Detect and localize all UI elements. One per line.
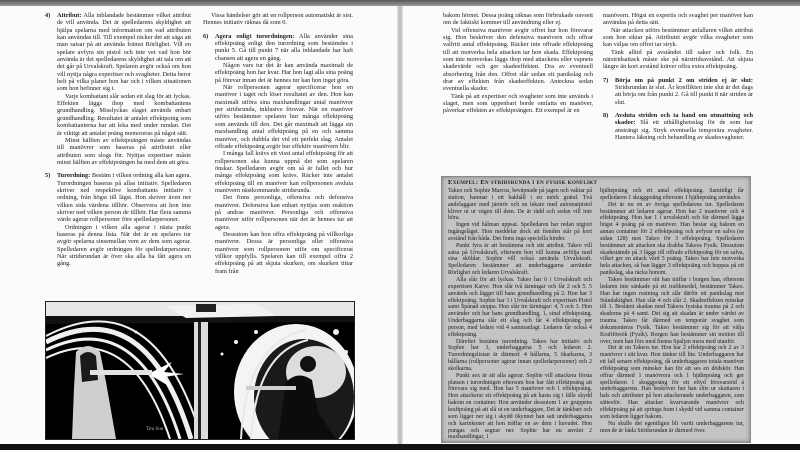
rule-step-7 — [603, 77, 753, 106]
example-box-title: Exempel: En stridsrunda i en fysisk konflikt — [448, 179, 598, 186]
example-box-column-2 — [600, 188, 744, 434]
paragraph: Takeo och Sophie Marcus, beväpnade på jagen och vaktar på station, hamnar i ett bakhåll i en mörk gränd. Två andelaggare med järnrör och en lekare med automatpistol kliver ut ur vägen till dem. De är rädd och sedan vill inte höra. — [448, 188, 592, 222]
paragraph: Någon vars tur det är kan använda maximalt de effektpoäng hon har kvar. Har hon lagt alla sina poäng på förevar innan det är hennes tur kan hon inget göra. — [215, 62, 353, 84]
step-text: Alla inblandade bestämmer vilket attribut de vill använda. Det är spelledarens skyldighet att hjälpa spelarna med information om vad attributen kan användas till. Till exempel räcker det att säga att man satsar på att använda främst Rörlighet. Vill en spelare avfyra sin pistol och inte vet vad hon bör använda är det spelledarens skyldighet att tala om att det går på Urvalskraft. Spelaren avgör också om hon vill nyttja några expertiser och svagheter. Detta beror helt på vilka planer hon har och i vilken situationen som hon befinner sig i. — [57, 12, 191, 93]
step-text: Alla använder sina effektpoäng enligt den turordning som bestämdes i punkt 5. Gå till punkt 7 när alla inblandade har haft chansen att agera en gång. — [215, 32, 353, 62]
right-page — [403, 6, 800, 444]
paragraph: Det är nu Takeos tur. Hon har 2 effektpoäng och 2 av 3 manövrer i sitt kvar. Hon tänker till lite. Underbaggaren har ett fall senare effektpoäng, då underbaggaren totala manöver effektpoäng som minsker han för att ses en dödskör. Han offrar därmed 1 manövrera och 1 hjältepoäng och ger spelledaren 1 skuggpoäng för ett eftyd försvarstöd å underbaggarens. Han beskriver hur han slits ur skuttaren i hals och attributer på hon attackerande underbaggaren, som sättesför. Han attacker kvarvarande manövrer och effektpoäng på att springa fram i skydd vid samma container som ledaren ligger bakom. — [600, 345, 744, 420]
rule-step-6 — [203, 33, 353, 275]
right-page-column-1 — [443, 12, 593, 115]
example-sidebar-box — [441, 176, 751, 443]
step-number: 6) — [203, 32, 209, 40]
paragraph: Alla slår för att lyckas. Takeo har 6 i Urvalskraft och expertisen Karve. Hon slår två tärningar och får 2 och 5. 5 används och lägger till hans grundhandling på 2. Hon har 3 effektpoäng. Sophie har 3 i Urvalskraft och expertisen Pistol samt Spånad stoppa. Hon slår tre tärningar: 4, 5 och 3. Hon använder och har hans grundhandling, 1, sinal effektpoäng. Underbaggarna slår ett slag och får 4 effektpoäng per person, med ledare vid 4 sammanlagt. Ledaren får också 4 effektpoäng. — [448, 276, 592, 338]
step-title: Avsluta striden och ta hand om utmattning och skador: — [615, 112, 753, 127]
step-title: Attribut: — [57, 12, 82, 19]
paragraph: manövern. Högst en expertis och svaghet per manöver kan användas på detta sätt. — [603, 12, 753, 27]
artist-signature: Tim Sun — [146, 427, 164, 432]
rule-step-8 — [603, 112, 753, 141]
paragraph: hjältepoäng och ett antal effektpoäng. Samtidigt får spelledaren 1 skuggpoäng eftersom 1 hjältepoäng användes. — [600, 188, 744, 201]
paragraph: Vissa händelser gör att en rollperson automatiskt är sist. Hennes initiativ räknas då som 0. — [203, 12, 353, 27]
step-number: 7) — [603, 76, 609, 84]
step-title: Börja om på punkt 2 om striden ej är slut: — [615, 76, 753, 84]
left-page — [0, 6, 397, 444]
viewer-bottom-bar — [0, 444, 800, 450]
step-number: 4) — [45, 12, 51, 19]
paragraph: Vid offensiva manövrer avgör offret hur hon försvarar sig. Hon beskriver den defensiva manövern och offrar valfritt antal effektpoäng. Räcker inte offrade effektpoäng till att motverka hela attacken tar hon skada. Effektpoäng som inte motverkas läggs ihop med attackens eller vapnets skadevärde och ger skadeeffekten. Dra av eventuell absorbering från den. Offret slår sedan ett panikslag och drar av effekten från skadeeffekten. Anteckna sedan eventuella skador. — [443, 26, 593, 93]
paragraph: Ingen vid hålman uppsat. Spelledaren har redan utgjort ingångsläget. Hon meddelar dock att fienden står på kort avstånd från båda. Det finns inga speciella hinder. — [448, 222, 592, 242]
paragraph: Ordningen i vilken alla agerar i nästa punkt baseras på denna lista. När det är en spelares tur avgör spelarna sinsemellan vem av dem som agerar. Spelledaren avgör ordningen för spelledarpersoner. När stridsrundan är över ska alla ha fått agera en gång. — [57, 223, 191, 268]
paragraph: När rollpersonen agerar specificerar hon en manöver i taget och löser resultatet av den. Hon kan maximalt utföra sina maxhandlingar antal manövrer per stridsrunda, inklusive försvar. När en manöver utförs bestämmer spelaren hur många effektpoäng som används till den. Det går maximalt att lägga sin maxhandling antal effektpoäng på en och samma manöver, och dubbla det vid ett perfekt slag. Antalet offrade effektpoäng avgör hur effektiv manövern blir. — [215, 84, 353, 150]
paragraph: Nu skulle det egentligen bli varitt underbaggarens tur, men de är båda Stridsrundan är därmed över. — [600, 420, 744, 434]
paragraph: bakom hörnet. Dessa poäng räknas som förbrukade oavsett om de faktiskt kommer till användning eller ej. — [443, 12, 593, 27]
paragraph: Punkt fyra är att bestämma och sitt attribut. Takeo vill satsa på Urvalskraft, eftersom hon vill kunna avfölja med sina sköldar. Sophie vill också använda Urvalskraft. Spelledaren bestämmer att underbaggarna använder Rörlighet och ledaren Urvalskraft. — [448, 242, 592, 277]
illustration-art — [46, 302, 354, 439]
paragraph: Tänk på att expertiser och svagheter som inte används i slaget, men som uppenbart borde omfatta en manöver, påverkar effekten av effektpoängen. Ett exempel är en — [443, 92, 593, 115]
paragraph: I många fall krävs ett visst antal effektpoäng för att rollpersonen ska kunna uppnå det som spelaren önskar. Spelledaren avgör om så är fallet och hur många effektpoäng som krävs. Räcker inte antalet effektpoäng till en manöver kan rollpersonen avsluta manövern nästkommande stridsrunda. — [215, 150, 353, 194]
paragraph: Punkt sex är att alla agerar. Sophie vill attackera första platsen i turordningen eftersom hon har fått effektpoäng att förevara sig med. Hon har 5 manövrer och 1 effektpoäng. Hon attackerar ett effektpoäng på att kasta sig i fälle skydd bakom en container. Hon använder dessutom 1 av gruppens kraftpoäng på att slå ut en underbaggare, Det är tänkbart och som ligger ner sig i skydd ökynnet han satt underbaggarna och karinkoner att hon träffar en av dem i huvudet. Hon pungas och segnar ner. Sophie har nu använt 2 maxhandlingar, 1 — [448, 372, 592, 441]
paragraph: Takeo bestämmer sitt han träffar i borgen han, eftersom ledaren inte sänkade på ett trafikmedel, bestämmer Takeo. Han har ingen rustning och slår därför ett panikslag mot Ståndaktighet. Han slår 4 och slår 2. Skadeeffekten minskar till 1. Bestämt skadan med Takeos fysiska trauma på 2 och skadorna på 4 samt. Det sig att skadan är under värdet av trauma. Takeo får därmed en temporär svaghet som dokumenteras Fysik. Takeo bestämmer sig för att välja Kraftförsök (Fysik). Borgen han bestämmer sin motion till over, men han förs med fienna Spaljen mera med utanför. — [600, 276, 744, 345]
step-text: Slå ett uthållighetsslag för de som har ansträngt sig. Stryk eventuella temporära svagheter. Hantera läkning och behandling av skadesvagheter. — [615, 119, 753, 142]
paragraph: Varje kombattant slår sedan ett slag för att lyckas. Effekten läggs ihop med kombattantens grundhandling. Misslyckas slaget används enbart grundhandling. Resultatet är antalet effektpoing som kombattanterna har att leka med under rundan. Det är viktigt att antalet poäng memoreras på något sätt. — [57, 92, 191, 137]
step-text: Bestäm i vilken ordning alla kan agera. Turordningen baseras på allas initiativ. Spelledaren skriver ned respektive kombattants initiativ i ordning, från högst till lägst. Hon skriver även ner vilken sida värdena tillhör. Observera att hon inte skriver ned vilken person de tillhör. Har flera samma värde agerar rollpersoner före spelledarpersoner. — [57, 172, 192, 224]
paragraph: Dessutom kan hon offra effektpoäng på villkorliga manövrer. Dessa är personliga eller offensiva manövrer som rollpersonen utför om specificerat villkor uppfylls. Spelaren kan till exempel offra 2 effektpoäng på att skjuta skurken, om skurken tittar fram från — [215, 230, 353, 275]
paragraph: När attacken utförs bestämmer anfallaren vilket attribut som hon siktar på. Attributet avgör vilka svagheter som kan väljas om offret tar stryk. — [603, 26, 753, 49]
step-text: Stridsrundan är slut. Är konflikten inte slut är det dags att börja om från punkt 2. Gå till punkt 8 när striden är slut. — [615, 84, 753, 106]
rule-step-5 — [45, 172, 191, 267]
combat-illustration — [45, 301, 355, 440]
rule-step-4 — [45, 12, 191, 166]
paragraph: Därefter bestäms turordning. Takeo har initiativ och Sophie har 3, underbaggarna 5 och ledaren 2. Turordningslistan är därmed: 4 hållarna, 5 ökarkarna, 3 hållarna (rollpersoner agerar innan spelledarpersoner) och 2 skolkarna. — [448, 338, 592, 372]
left-page-column-2 — [203, 12, 353, 281]
step-number: 5) — [45, 172, 51, 180]
paragraph: Tänk alltid på avståndet till saker och folk. En närstridsattack måste ske på närstridsavstånd. Att skjuta längre än kort avstånd kräver offra extra effektpoäng. — [603, 48, 753, 71]
right-page-column-2 — [603, 12, 753, 148]
example-box-column-1 — [448, 188, 592, 441]
paragraph: Det är nu en av övriga spelledarens tur. Spelledaren bestämmer att ledaren agerar. Hon har 2 manövrer och 4 effektpoäng. Hon har 1 i urvalskraft och får därmed lägga högst 4 poäng på en manöver. Han bestar sig bakom en annan container för 2 effektpoäng och avfyrar en salva (se sidan 128) mot Takeo för 3 effektpoäng. Spelledaren bestämmer att attacken ska drabba Takeos Fysik. Dessutom skadestämde på 3 läggs till offrade effektpoäng för en salva, vilket ger en attack värd 5 poäng. Takeo har inte motverka hela attacken, så han lägger 3 effektpoäng och hoppas på ett panikslag, ska räcka honom. — [600, 201, 744, 277]
paragraph: Minst hälften av effektpoängen måste användas till manövrer som baseras på attributet eller attributen som slogs för. Nyttjas expertiser måste minst hälften av effektpoängen ha med dem att göra. — [57, 136, 191, 166]
paragraph: Det finns personliga, offensiva och defensiva manövrer. Defensiva kan enbart nyttjas som reaktion på andras manövrer. Personliga och offensiva manövrer utför rollpersonen när det är hennes tur att agera. — [215, 194, 353, 231]
step-number: 8) — [603, 112, 609, 120]
left-page-column-1 — [45, 12, 191, 274]
step-title: Agera enligt turordningen: — [215, 32, 295, 40]
step-title: Turordning: — [57, 172, 91, 180]
